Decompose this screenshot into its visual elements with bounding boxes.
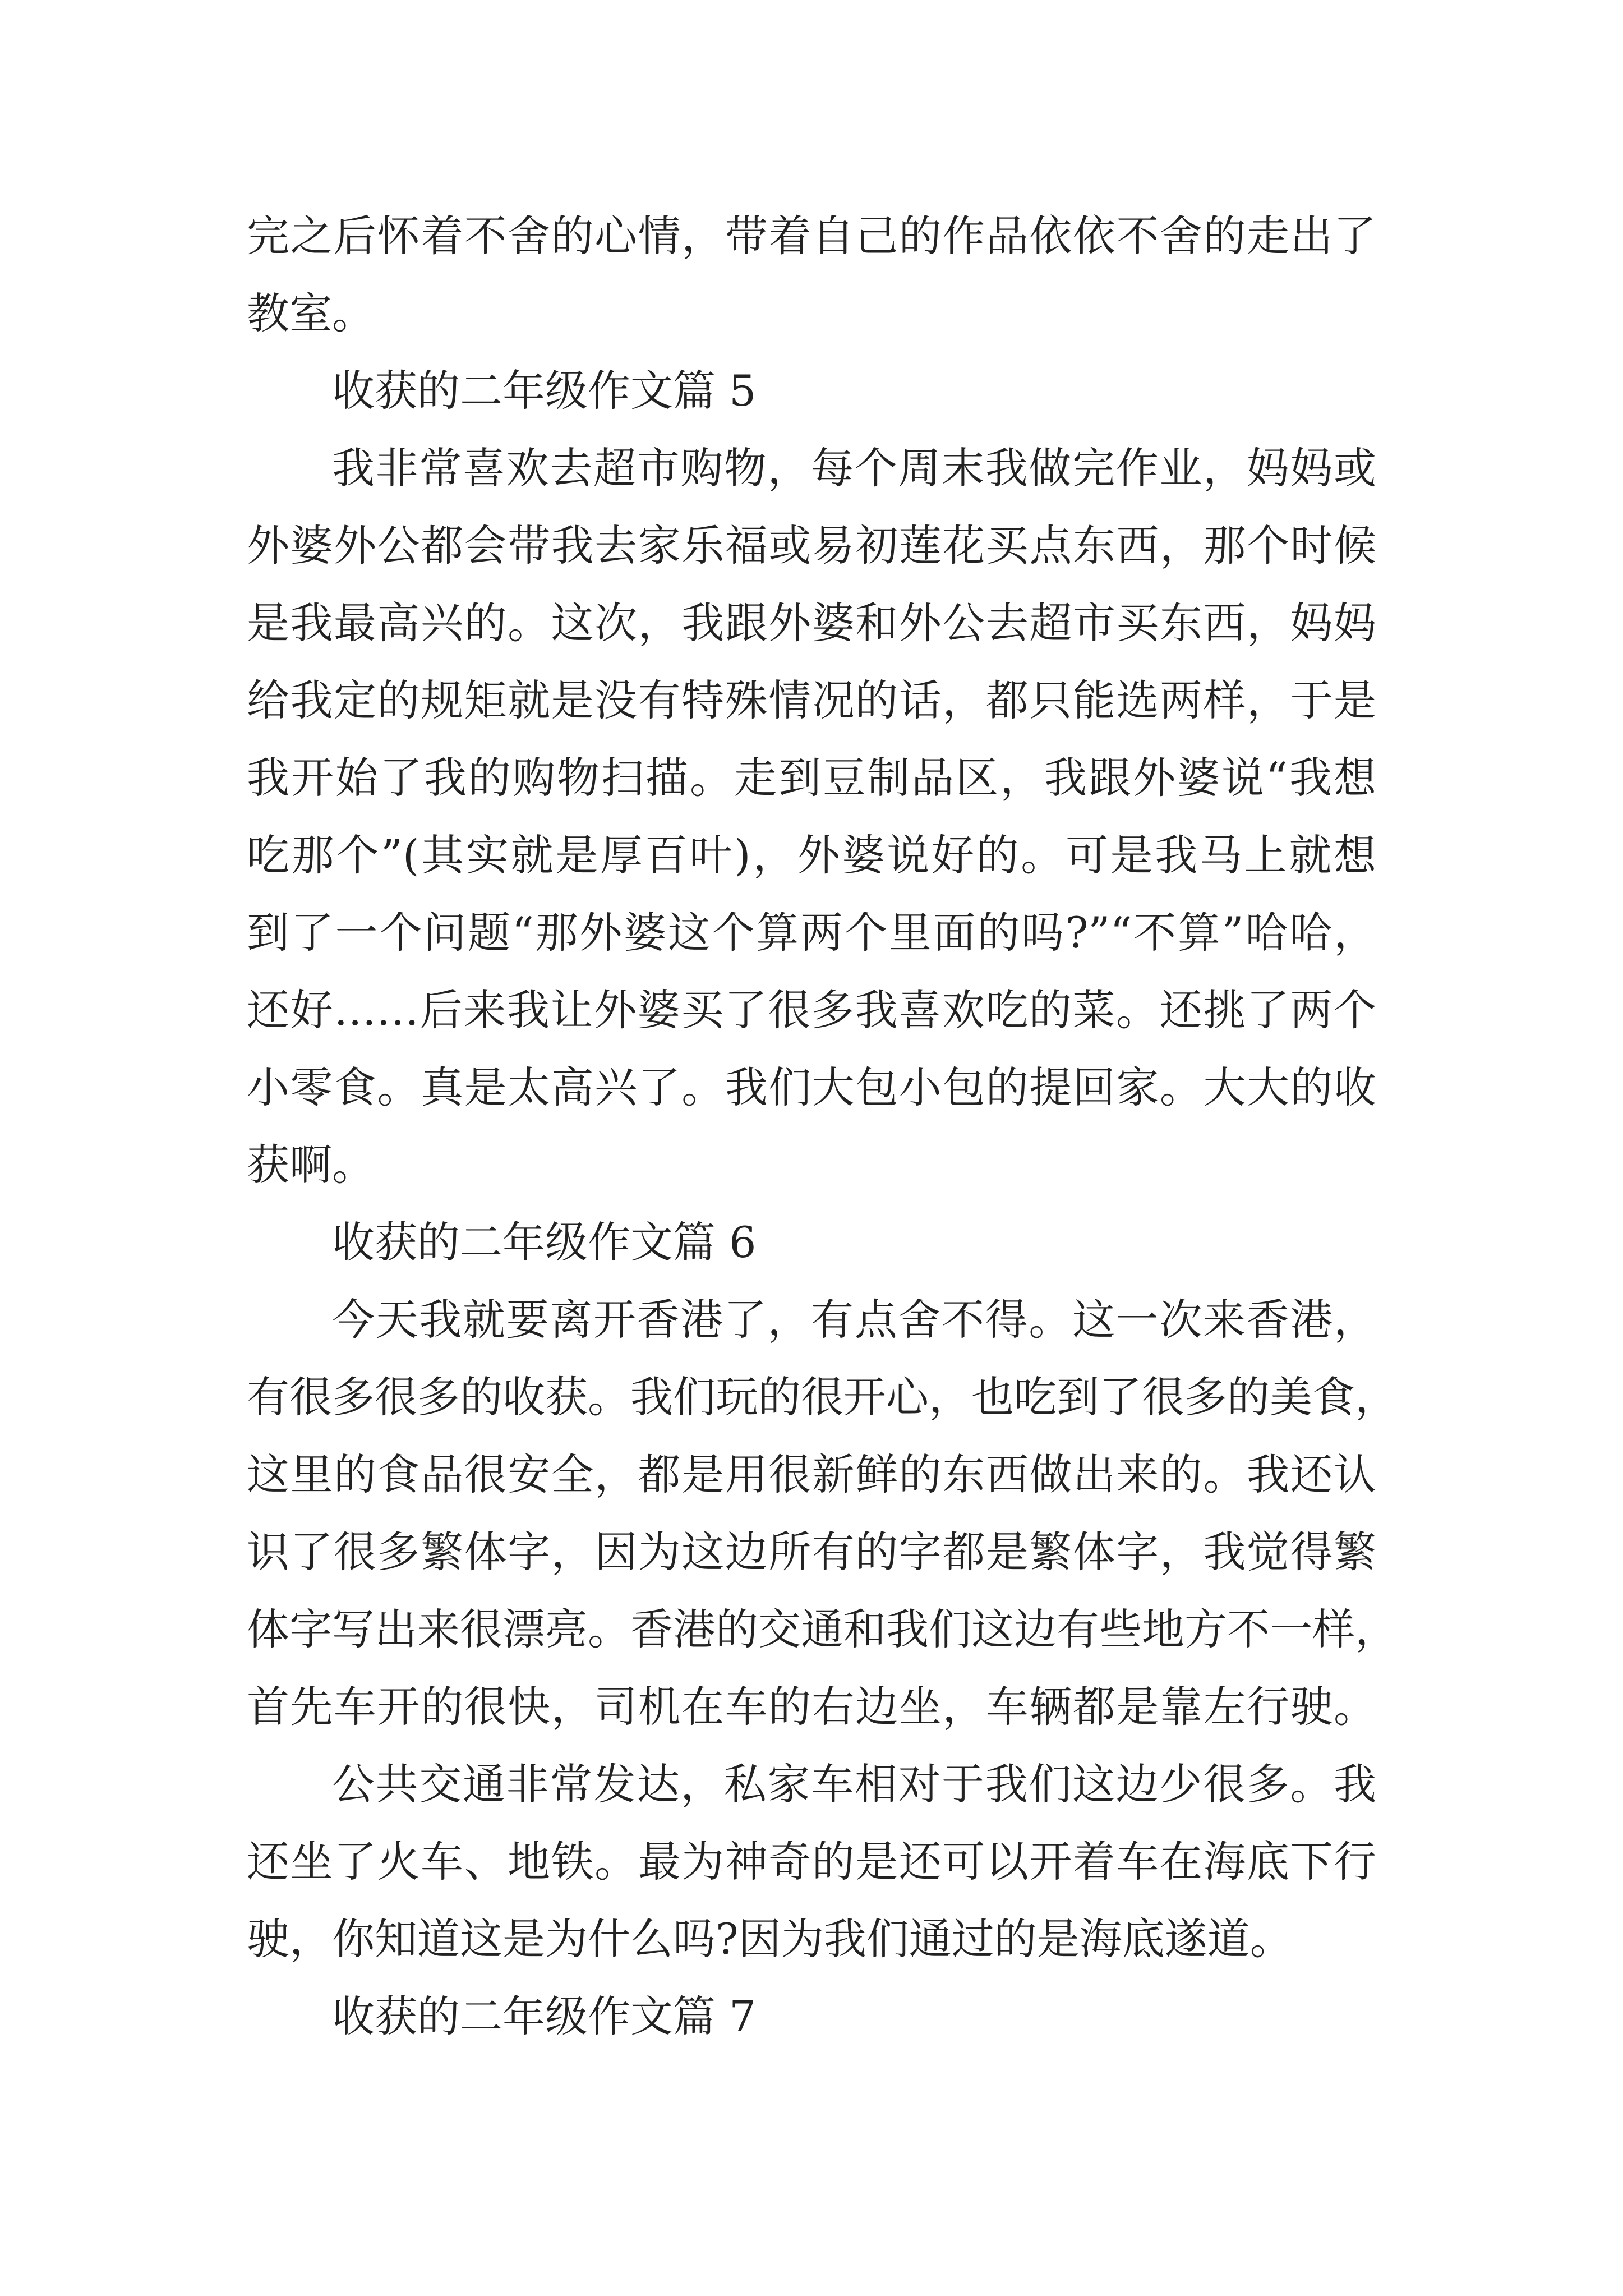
text-line: 到了一个问题“那外婆这个算两个里面的吗?”“不算”哈哈， <box>247 908 1376 958</box>
text-line: 今天我就要离开香港了，有点舍不得。这一次来香港， <box>332 1295 1376 1345</box>
paragraph <box>247 1746 1376 1978</box>
text-line: 获啊。 <box>247 1140 375 1190</box>
text-line: 我非常喜欢去超市购物，每个周末我做完作业，妈妈或 <box>332 443 1376 493</box>
text-line: 识了很多繁体字，因为这边所有的字都是繁体字，我觉得繁 <box>247 1527 1376 1577</box>
text-line: 首先车开的很快，司机在车的右边坐，车辆都是靠左行驶。 <box>247 1682 1376 1732</box>
paragraph <box>247 1281 1398 1746</box>
paragraph <box>247 197 1376 352</box>
text-line: 教室。 <box>247 288 375 338</box>
text-line: 还好……后来我让外婆买了很多我喜欢吃的菜。还挑了两个 <box>247 985 1376 1035</box>
section-heading: 收获的二年级作文篇 5 <box>332 366 757 416</box>
text-line: 小零食。真是太高兴了。我们大包小包的提回家。大大的收 <box>247 1062 1376 1112</box>
text-line: 外婆外公都会带我去家乐福或易初莲花买点东西，那个时候 <box>247 521 1376 570</box>
text-line: 体字写出来很漂亮。香港的交通和我们这边有些地方不一样， <box>247 1604 1398 1654</box>
text-line: 是我最高兴的。这次，我跟外婆和外公去超市买东西，妈妈 <box>247 598 1376 648</box>
paragraph <box>247 430 1376 1204</box>
section-heading: 收获的二年级作文篇 7 <box>332 1991 757 2041</box>
text-line: 这里的食品很安全，都是用很新鲜的东西做出来的。我还认 <box>247 1450 1376 1499</box>
document-page <box>247 197 1398 2055</box>
text-line: 还坐了火车、地铁。最为神奇的是还可以开着车在海底下行 <box>247 1837 1376 1887</box>
text-line: 完之后怀着不舍的心情，带着自己的作品依依不舍的走出了 <box>247 211 1376 261</box>
section-heading: 收获的二年级作文篇 6 <box>332 1217 757 1267</box>
text-line: 吃那个”(其实就是厚百叶)，外婆说好的。可是我马上就想 <box>247 830 1376 880</box>
text-line: 给我定的规矩就是没有特殊情况的话，都只能选两样，于是 <box>247 675 1376 725</box>
text-line: 有很多很多的收获。我们玩的很开心，也吃到了很多的美食， <box>247 1372 1398 1422</box>
text-line: 我开始了我的购物扫描。走到豆制品区，我跟外婆说“我想 <box>247 753 1376 803</box>
text-line: 公共交通非常发达，私家车相对于我们这边少很多。我 <box>332 1759 1376 1809</box>
text-line: 驶，你知道这是为什么吗?因为我们通过的是海底遂道。 <box>247 1914 1293 1964</box>
